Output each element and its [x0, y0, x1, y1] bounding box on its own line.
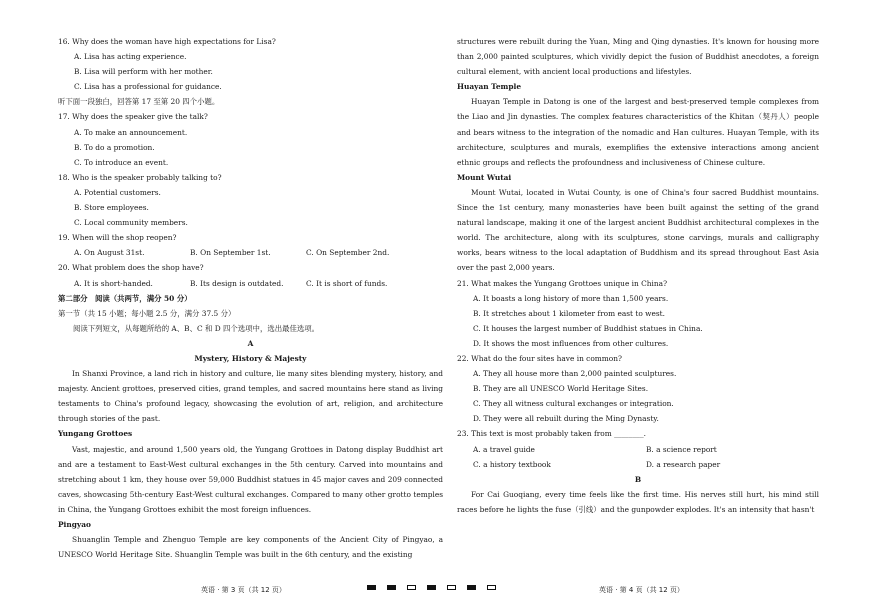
hollow-mark [407, 585, 416, 590]
pingyao-paragraph: Shuanglin Temple and Zhenguo Temple are key components of the Ancient City of Pingyao, a UNESCO World Heritage Site. Shuanglin Temple was built in the 6th century, and the existing [58, 535, 443, 560]
option-16b: B. Lisa will perform with her mother. [74, 67, 213, 77]
option-17b: B. To do a promotion. [74, 142, 155, 152]
options-20 [58, 276, 443, 291]
black-mark [427, 585, 436, 590]
reading-instruction: 阅读下列短文，从每题所给的 A、B、C 和 D 四个选项中，选出最佳选项。 [73, 323, 320, 333]
option-19b: B. On September 1st. [190, 248, 271, 258]
option-23b: B. a science report [646, 444, 717, 454]
huayan-paragraph: Huayan Temple in Datong is one of the largest and best-preserved temple complexes from the Liao and Jin dynasties. The complex features characteristics of the Khitan（契丹人）people and bears witness to the integration of the nomadic and Han cultures. Huayan Temple, with its architecture, sculptures and murals, exemplifies the extensive interactions among ancient ethnic groups and reflects the profoundness and inclusiveness of Chinese culture. [457, 97, 819, 167]
heading-huayan: Huayan Temple [457, 82, 522, 92]
option-21a: A. It boasts a long history of more than 1,500 years. [473, 293, 669, 303]
black-mark [367, 585, 376, 590]
registration-marks [367, 585, 496, 590]
question-20: 20. What problem does the shop have? [58, 263, 204, 273]
option-22d: D. They were all rebuilt during the Ming Dynasty. [473, 414, 659, 424]
option-18a: A. Potential customers. [74, 187, 161, 197]
option-23c: C. a history textbook [473, 459, 551, 469]
passage-title: Mystery, History & Majesty [194, 353, 307, 363]
option-21b: B. It stretches about 1 kilometer from east to west. [473, 308, 665, 318]
question-22: 22. What do the four sites have in common? [457, 353, 622, 363]
hollow-mark [447, 585, 456, 590]
option-19c: C. On September 2nd. [306, 248, 390, 258]
option-20a: A. It is short-handed. [74, 278, 153, 288]
pingyao-paragraph-continued: structures were rebuilt during the Yuan, Ming and Qing dynasties. It's known for housing more than 2,000 painted sculptures, which vividly depict the fusion of Buddhist anecdotes, a foreign cultural element, with ancient local productions and lifestyles. [457, 37, 819, 77]
yungang-paragraph: Vast, majestic, and around 1,500 years old, the Yungang Grottoes in Datong display Buddhist art and are a testament to East-West cultural exchanges in the 5th century. Carved into mountains and stretching about 1 km, they house over 59,000 Buddhist statues in 45 major caves and 209 connected caves, showcasing 5th-century East-West cultural exchanges. Compared to many other grotto temples in China, the Yungang Grottoes exhibit the most foreign influences. [58, 444, 443, 514]
option-22b: B. They are all UNESCO World Heritage Sites. [473, 384, 649, 394]
listening-instruction: 听下面一段独白，回答第 17 至第 20 四个小题。 [58, 97, 220, 107]
question-18: 18. Who is the speaker probably talking to? [58, 172, 222, 182]
cai-guoqiang-paragraph: For Cai Guoqiang, every time feels like the first time. His nerves still hurt, his mind still races before he lights the fuse（引线）and the gunpowder explodes. It's an intensity that hasn't [457, 489, 819, 514]
option-17c: C. To introduce an event. [74, 157, 169, 167]
page-footer-right: 英语 · 第 4 页（共 12 页） [599, 586, 684, 594]
question-19: 19. When will the shop reopen? [58, 233, 177, 243]
option-22c: C. They all witness cultural exchanges or integration. [473, 399, 674, 409]
option-16c: C. Lisa has a professional for guidance. [74, 82, 222, 92]
wutai-paragraph: Mount Wutai, located in Wutai County, is one of China's four sacred Buddhist mountains. Since the 1st century, many monasteries have been built against the setting of the grand natural landscape, making it one of the largest ancient Buddhist architectural complexes in the world. The architecture, along with its sculptures, stone carvings, murals and calligraphy works, bears witness to the local adaptation of Buddhism and its spread throughout East Asia over the past 2,000 years. [457, 187, 819, 273]
options-19 [58, 245, 443, 260]
intro-paragraph: In Shanxi Province, a land rich in history and culture, lie many sites blending mystery, history, and majesty. Ancient grottoes, preserved cities, grand temples, and sacred mountains here stand as living testaments to China's profound legacy, showcasing the evolution of art, religion, and architecture through stories of the past. [58, 369, 443, 424]
option-22a: A. They all house more than 2,000 painted sculptures. [473, 369, 677, 379]
option-17a: A. To make an announcement. [74, 127, 188, 137]
heading-yungang: Yungang Grottoes [58, 429, 133, 439]
options-23-row2 [457, 457, 819, 472]
question-17: 17. Why does the speaker give the talk? [58, 112, 208, 122]
option-23d: D. a research paper [646, 459, 721, 469]
option-16a: A. Lisa has acting experience. [74, 52, 187, 62]
question-16: 16. Why does the woman have high expectations for Lisa? [58, 37, 276, 46]
black-mark [387, 585, 396, 590]
passage-letter-a: A [247, 338, 254, 348]
option-20c: C. It is short of funds. [306, 278, 388, 288]
heading-pingyao: Pingyao [58, 520, 91, 529]
left-page [58, 34, 443, 562]
question-21: 21. What makes the Yungang Grottoes unique in China? [457, 278, 668, 288]
question-23: 23. This text is most probably taken from ________. [457, 429, 646, 439]
option-21c: C. It houses the largest number of Buddhist statues in China. [473, 323, 703, 333]
right-page [457, 34, 819, 517]
option-20b: B. Its design is outdated. [190, 278, 284, 288]
black-mark [467, 585, 476, 590]
option-21d: D. It shows the most influences from other cultures. [473, 338, 669, 348]
hollow-mark [487, 585, 496, 590]
heading-wutai: Mount Wutai [457, 172, 512, 182]
passage-letter-b: B [634, 474, 642, 484]
page-footer-left: 英语 · 第 3 页（共 12 页） [201, 586, 286, 594]
options-23-row1 [457, 442, 819, 457]
section-one-heading: 第一节（共 15 小题；每小题 2.5 分，满分 37.5 分） [58, 308, 236, 318]
option-18c: C. Local community members. [74, 218, 188, 228]
part-two-heading: 第二部分 阅读（共两节，满分 50 分） [58, 293, 192, 303]
option-19a: A. On August 31st. [74, 248, 145, 258]
option-18b: B. Store employees. [74, 203, 149, 213]
option-23a: A. a travel guide [473, 444, 535, 454]
